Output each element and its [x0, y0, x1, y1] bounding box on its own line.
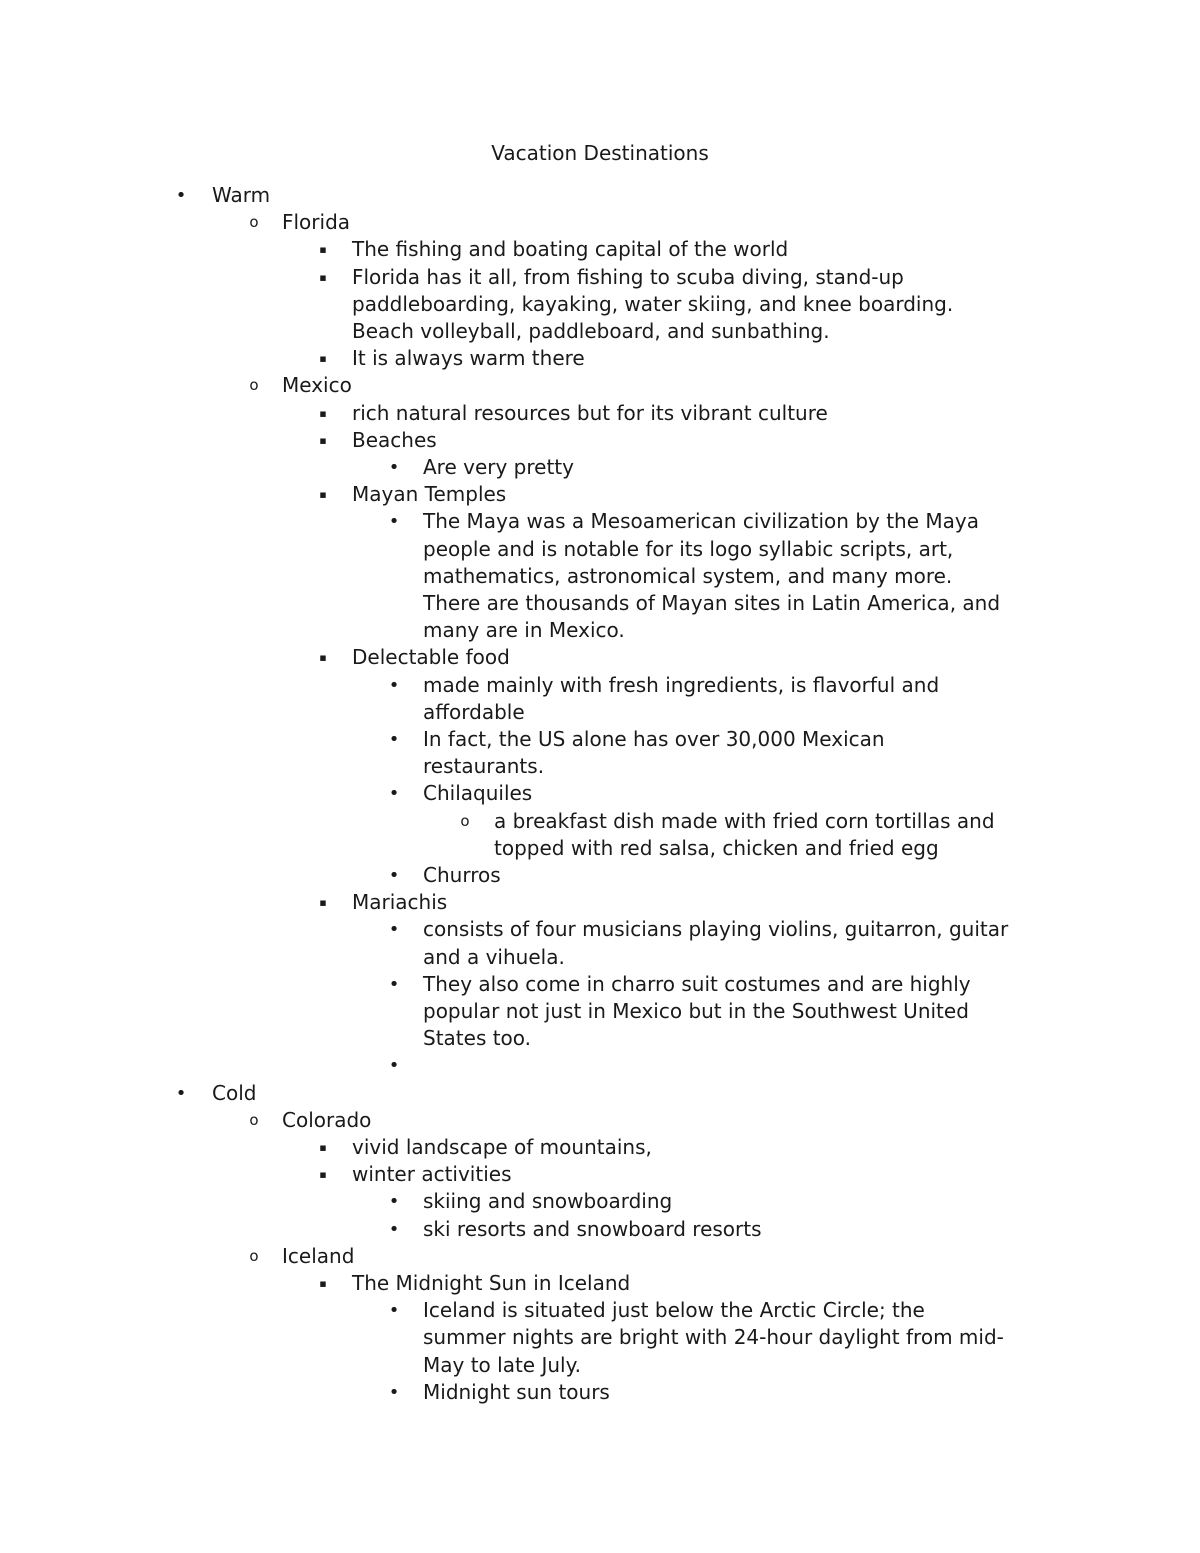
list-item-line: popular not just in Mexico but in the Southwest United — [423, 999, 969, 1023]
list-bullet-icon: ▪ — [319, 1277, 327, 1290]
document-title: Vacation Destinations — [491, 141, 709, 165]
list-item-line: many are in Mexico. — [423, 618, 625, 643]
list-bullet-icon: • — [388, 1055, 400, 1077]
list-item-line: Iceland is situated just below the Arctic Circle; the — [423, 1298, 925, 1323]
list-item-line: Are very pretty — [423, 455, 574, 479]
list-item-line: Beaches — [352, 427, 437, 452]
list-item-line: summer nights are bright with 24-hour daylight from mid- — [423, 1325, 1004, 1350]
list-bullet-icon: ▪ — [319, 270, 327, 284]
list-item-line: Iceland — [282, 1243, 355, 1268]
list-item-line: Chilaquiles — [423, 781, 533, 806]
list-bullet-icon: o — [460, 811, 470, 830]
list-item-line: vivid landscape of mountains, — [352, 1135, 652, 1159]
list-bullet-icon: • — [388, 729, 400, 750]
list-item-line: Delectable food — [352, 645, 510, 670]
list-bullet-icon: o — [249, 1246, 259, 1265]
list-bullet-icon: • — [388, 1300, 400, 1322]
list-item-line: winter activities — [352, 1162, 512, 1187]
list-item-line: Cold — [212, 1080, 257, 1105]
list-item-line: and a vihuela. — [423, 944, 565, 969]
list-item-line: made mainly with fresh ingredients, is flavorful and — [423, 672, 940, 697]
list-bullet-icon: o — [249, 213, 259, 232]
list-bullet-icon: ▪ — [319, 352, 327, 366]
list-bullet-icon: • — [388, 973, 400, 995]
list-item-line: Mayan Temples — [352, 482, 507, 507]
list-bullet-icon: ▪ — [319, 433, 327, 447]
list-item-line: consists of four musicians playing violins, guitarron, guitar — [423, 917, 1009, 942]
list-item-line: mathematics, astronomical system, and many more. — [423, 563, 953, 588]
list-bullet-icon: ▪ — [319, 1168, 327, 1182]
list-item-line: Midnight sun tours — [423, 1379, 610, 1404]
list-bullet-icon: o — [249, 376, 259, 395]
list-bullet-icon: • — [388, 783, 400, 805]
list-item-line: affordable — [423, 699, 525, 724]
list-bullet-icon: • — [388, 1218, 400, 1240]
list-item-line: The Midnight Sun in Iceland — [352, 1271, 631, 1295]
list-bullet-icon: • — [388, 511, 400, 533]
list-bullet-icon: • — [388, 1381, 400, 1403]
list-bullet-icon: • — [388, 1191, 400, 1213]
list-item-line: It is always warm there — [352, 346, 585, 371]
list-item-line: Colorado — [282, 1107, 372, 1132]
list-bullet-icon: ▪ — [319, 406, 327, 420]
list-item-line: paddleboarding, kayaking, water skiing, and knee boarding. — [352, 291, 954, 316]
list-bullet-icon: ▪ — [319, 896, 327, 910]
list-bullet-icon: ▪ — [319, 488, 327, 502]
list-item-line: Mariachis — [352, 890, 448, 915]
list-bullet-icon: o — [249, 1110, 259, 1129]
list-item-line: Mexico — [282, 373, 352, 398]
list-item-line: Florida has it all, from fishing to scuba diving, stand-up — [352, 264, 904, 289]
list-item-line: skiing and snowboarding — [423, 1189, 673, 1214]
list-bullet-icon: ▪ — [319, 1141, 327, 1154]
list-item-line: In fact, the US alone has over 30,000 Mexican — [423, 727, 885, 751]
list-item-line: Churros — [423, 863, 501, 887]
list-item-line: They also come in charro suit costumes and are highly — [423, 971, 971, 996]
list-bullet-icon: • — [388, 457, 400, 478]
list-item-line: Warm — [212, 183, 271, 207]
list-item-line: topped with red salsa, chicken and fried egg — [494, 835, 939, 860]
list-item-line: restaurants. — [423, 754, 545, 779]
list-bullet-icon: • — [388, 865, 400, 886]
list-bullet-icon: • — [175, 1082, 187, 1104]
list-bullet-icon: ▪ — [319, 651, 327, 665]
list-bullet-icon: • — [175, 185, 187, 206]
list-item-line: people and is notable for its logo syllabic scripts, art, — [423, 536, 954, 561]
list-item-line: rich natural resources but for its vibrant culture — [352, 400, 828, 425]
list-bullet-icon: ▪ — [319, 243, 327, 257]
list-item-line: States too. — [423, 1026, 532, 1051]
list-bullet-icon: • — [388, 674, 400, 696]
list-item-line: May to late July. — [423, 1352, 581, 1377]
list-item-line: a breakfast dish made with fried corn tortillas and — [494, 808, 995, 833]
list-item-line: The Maya was a Mesoamerican civilization by the Maya — [423, 509, 979, 534]
list-item-line: Beach volleyball, paddleboard, and sunbathing. — [352, 319, 830, 343]
list-item-line: Florida — [282, 210, 351, 235]
list-item-line: There are thousands of Mayan sites in Latin America, and — [423, 591, 1001, 615]
list-bullet-icon: • — [388, 919, 400, 941]
list-item-line: The fishing and boating capital of the world — [352, 237, 789, 262]
list-item-line: ski resorts and snowboard resorts — [423, 1216, 762, 1241]
